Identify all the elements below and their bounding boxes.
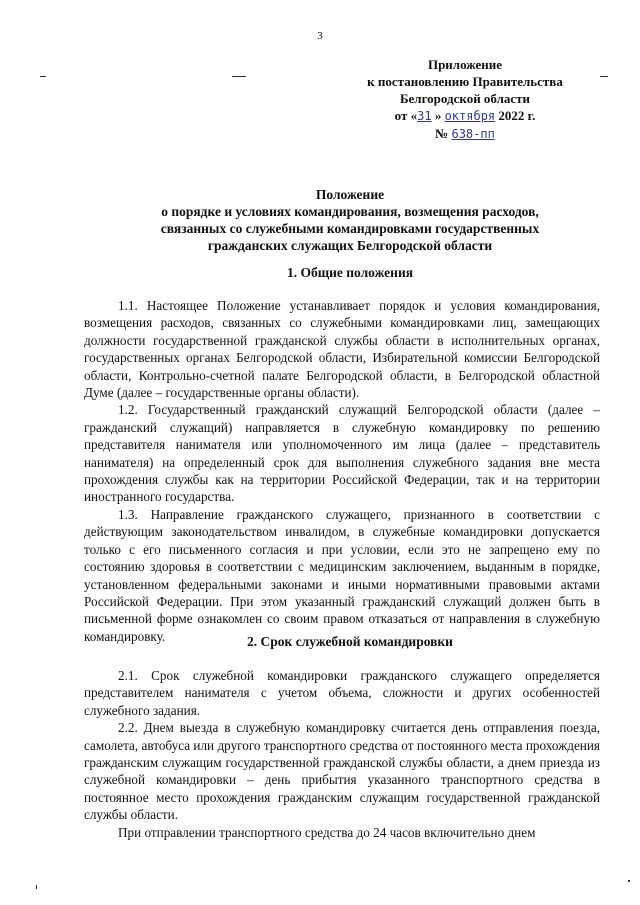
paragraph-1-2: 1.2. Государственный гражданский служащий Белгородской области (далее – гражданский служащий) направляется в служебную командировку по решению представителя нанимателя или уполномоченного им лица (далее – представитель нанимателя) на определенный срок для выполнения служебного задания вне места прохождения службы как на территории Российской Федерации, так и на территории иностранного государства. — [84, 402, 600, 505]
date-mid: » — [431, 108, 445, 123]
appendix-number — [300, 125, 630, 143]
section-2-body — [84, 667, 600, 841]
appendix-region: Белгородской области — [399, 91, 531, 106]
number-prefix: № — [435, 126, 452, 141]
appendix-block — [300, 56, 630, 143]
scan-speck — [628, 880, 630, 882]
title-line-3: связанных со служебными командировками государственных — [160, 221, 540, 236]
section-1-heading: 1. Общие положения — [286, 265, 414, 280]
title-line-4: гражданских служащих Белгородской области — [207, 238, 493, 253]
paragraph-1-3: 1.3. Направление гражданского служащего, признанного в соответствии с действующим законодательством инвалидом, в служебные командировки допускается только с его письменного согласия и при условии, если это не запрещено ему по состоянию здоровья в соответствии с медицинским заключением, выданным в порядке, установленном федеральными законами и иными нормативными правовыми актами Российской Федерации. При этом указанный гражданский служащий должен быть в письменной форме ознакомлен со своим правом отказаться от направления в служебную командировку. — [84, 506, 600, 644]
paragraph-2-3: При отправлении транспортного средства до 24 часов включительно днем — [118, 824, 536, 840]
page-number: 3 — [317, 30, 323, 42]
title-line-1: Положение — [315, 187, 385, 202]
appendix-resolution: к постановлению Правительства — [367, 74, 563, 89]
scan-speck — [600, 76, 608, 77]
title-line-2: о порядке и условиях командирования, возмещения расходов, — [161, 204, 539, 219]
appendix-date — [300, 107, 630, 125]
scan-speck — [232, 76, 246, 77]
date-day: 31 — [417, 109, 432, 123]
appendix-title: Приложение — [427, 57, 503, 72]
date-year: 2022 г. — [495, 108, 536, 123]
section-1-body — [84, 297, 600, 645]
scan-speck — [36, 885, 37, 889]
date-month: октября — [444, 109, 496, 123]
paragraph-1-1: 1.1. Настоящее Положение устанавливает порядок и условия командирования, возмещения расходов, связанных со служебными командировками лиц, замещающих должности государственной гражданской службы области в исполнительных органах, государственных органах Белгородской области, Избирательной комиссии Белгородской области, Контрольно-счетной палате Белгородской области, в Белгородской областной Думе (далее – государственные органы области). — [84, 298, 600, 401]
date-prefix: от « — [394, 108, 418, 123]
scan-speck — [40, 76, 46, 77]
document-title — [90, 186, 610, 254]
paragraph-2-2: 2.2. Днем выезда в служебную командировку считается день отправления поезда, самолета, автобуса или другого транспортного средства от постоянного места прохождения гражданским служащим государственной гражданской службы области, а днем приезда из служебной командировки – день прибытия указанного транспортного средства в постоянное место прохождения гражданским служащим государственной гражданской службы области. — [84, 720, 600, 823]
section-2-heading: 2. Срок служебной командировки — [247, 634, 453, 649]
number-value: 638-пп — [451, 127, 495, 141]
paragraph-2-1: 2.1. Срок служебной командировки гражданского служащего определяется представителем нанимателя с учетом объема, сложности и других особенностей служебного задания. — [84, 668, 600, 718]
